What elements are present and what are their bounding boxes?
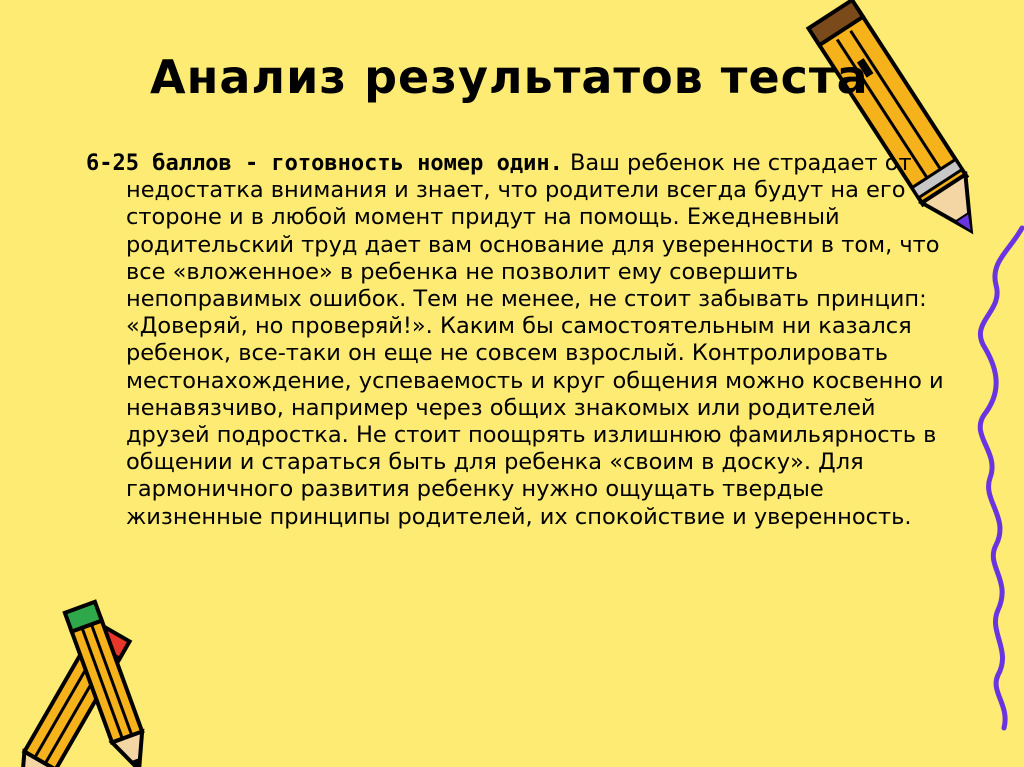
result-description: Ваш ребенок не страдает от недостатка внимания и знает, что родители всегда будут на его стороне и в любой момент придут на помощь. Ежедневный родительский труд дает вам основание для уверенности в том, что все «вложенное» в ребенка не позволит ему совершить непоправимых ошибок. Тем не менее, не стоит забывать принцип: «Доверяй, но проверяй!». Каким бы самостоятельным ни казался ребенок, все-таки он еще не совсем взрослый. Контролировать местонахождение, успеваемость и круг общения можно косвенно и ненавязчиво, например через общих знакомых или родителей друзей подростка. Не стоит поощрять излишнюю фамильярность в общении и стараться быть для ребенка «своим в доску». Для гармоничного развития ребенку нужно ощущать твердые жизненные принципы родителей, их спокойствие и уверенность. (126, 150, 944, 530)
score-range-heading: 6-25 баллов - готовность номер один. (86, 151, 563, 176)
slide-title: Анализ результатов теста (150, 50, 869, 104)
slide-body (86, 150, 966, 531)
